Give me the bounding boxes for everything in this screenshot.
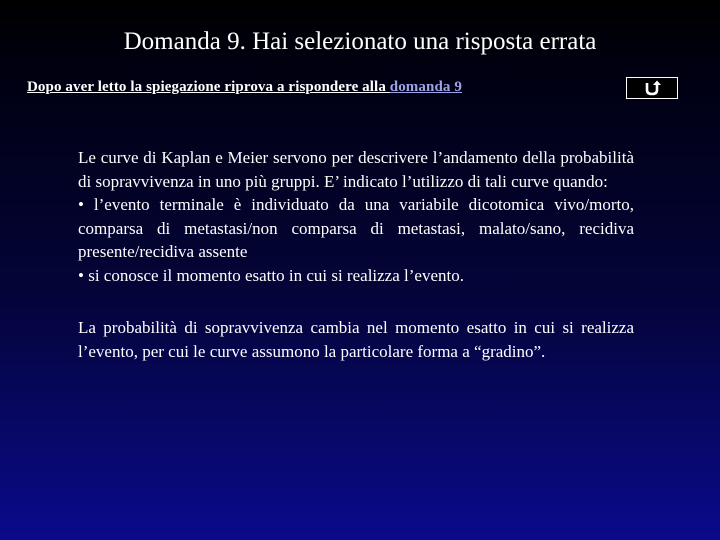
slide-title: Domanda 9. Hai selezionato una risposta errata: [123, 28, 597, 55]
retry-instruction: [27, 77, 462, 97]
explanation-conclusion: La probabilità di sopravvivenza cambia nel momento esatto in cui si realizza l’evento, per cui le curve assumono la particolare forma a “gradino”.: [78, 318, 634, 361]
question-9-link[interactable]: domanda 9: [389, 79, 462, 95]
explanation-text: [78, 146, 634, 363]
return-arrow-icon: [643, 80, 661, 96]
return-to-question-button[interactable]: [626, 77, 678, 99]
explanation-bullet-exact-time: • si conosce il momento esatto in cui si realizza l’evento.: [78, 265, 464, 285]
explanation-intro: Le curve di Kaplan e Meier servono per descrivere l’andamento della probabilità di sopravvivenza in uno più gruppi. E’ indicato l’utilizzo di tali curve quando:: [78, 148, 634, 191]
retry-instruction-text: Dopo aver letto la spiegazione riprova a rispondere alla: [27, 79, 390, 95]
explanation-bullet-dichotomous: • l’evento terminale è individuato da una variabile dicotomica vivo/morto, comparsa di metastasi/non comparsa di metastasi, malato/sano, recidiva presente/recidiva assente: [78, 195, 634, 261]
